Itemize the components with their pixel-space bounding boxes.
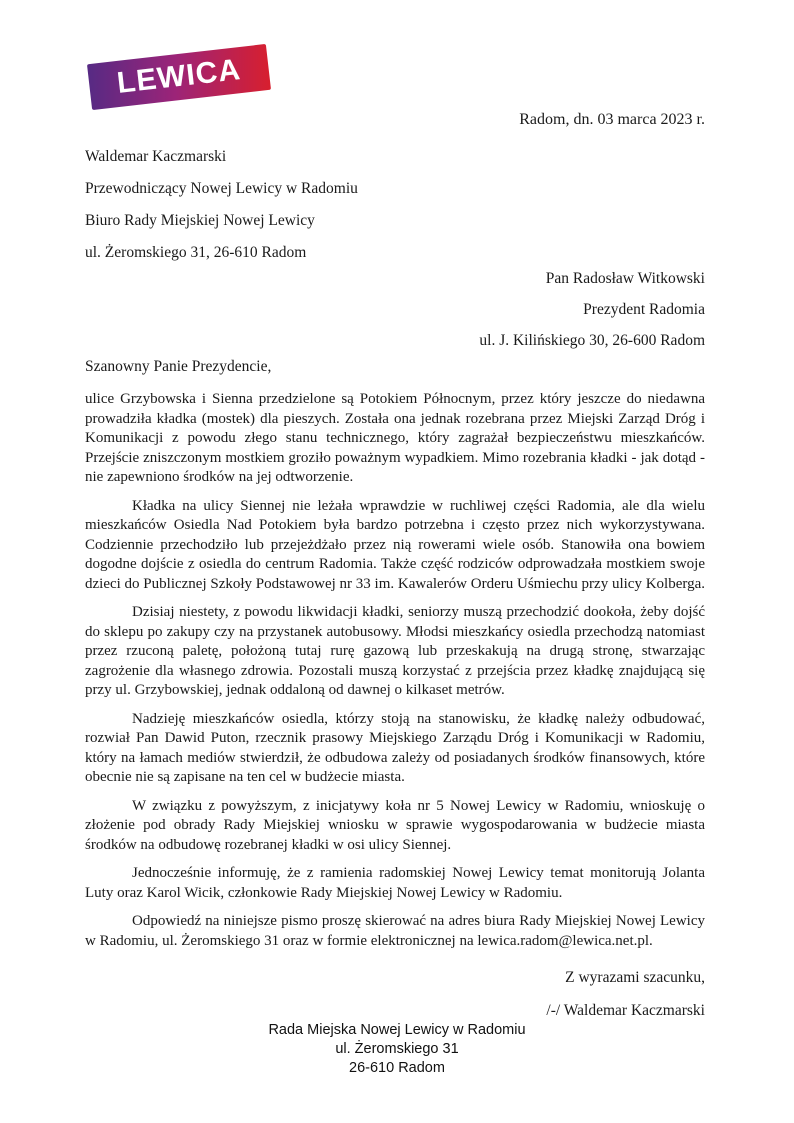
sender-title: Przewodniczący Nowej Lewicy w Radomiu (85, 180, 358, 197)
recipient-title: Prezydent Radomia (583, 301, 705, 318)
sender-block (85, 141, 358, 269)
paragraph-2: Kładka na ulicy Siennej nie leżała wprawdzie w ruchliwej części Radomia, ale dla wielu mieszkańców Osiedla Nad Potokiem była bardzo potrzebna i często przez nich wykorzystywana. Codziennie przechodziło lub przejeżdżało przez nią rowerami wiele osób. Stanowiła ona bowiem dogodne dojście z osiedla do centrum Radomia. Także część rodziców odprowadzała mostkiem swoje dzieci do Publicznej Szkoły Podstawowej nr 33 im. Kawalerów Orderu Uśmiechu przy ulicy Kolberga. (85, 497, 705, 592)
recipient-block (479, 263, 705, 356)
lewica-logo-banner (87, 44, 271, 110)
footer-city: 26-610 Radom (349, 1060, 445, 1076)
paragraph-5: W związku z powyższym, z inicjatywy koła nr 5 Nowej Lewicy w Radomiu, wnioskuję o złożenie pod obrady Rady Miejskiej wniosku w sprawie wygospodarowania w budżecie miasta środków na odbudowę rozebranej kładki w osi ulicy Siennej. (85, 797, 705, 853)
sender-name: Waldemar Kaczmarski (85, 148, 227, 165)
paragraph-7: Odpowiedź na niniejsze pismo proszę skierować na adres biura Rady Miejskiej Nowej Lewicy w Radomiu, ul. Żeromskiego 31 oraz w formie elektronicznej na lewica.radom@lewica.net.pl. (85, 913, 705, 949)
paragraph-3: Dzisiaj niestety, z powodu likwidacji kładki, seniorzy muszą przechodzić dookoła, żeby dojść do sklepu po zakupy czy na przystanek autobusowy. Młodsi mieszkańcy osiedla przechodzą natomiast przez rzuconą paletę, położoną tutaj rurę gazową lub przeskakują na drugą stronę, stwarzając zagrożenie dla własnego zdrowia. Pozostali muszą korzystać z przejścia przez kładkę znajdującą się przy ul. Grzybowskiej, jednak oddaloną od dawnej o kilkaset metrów. (85, 604, 705, 698)
closing-phrase: Z wyrazami szacunku, (565, 969, 705, 986)
closing-block (85, 961, 705, 1027)
recipient-name: Pan Radosław Witkowski (545, 270, 705, 287)
lewica-logo (87, 42, 277, 114)
paragraph-4: Nadzieję mieszkańców osiedla, którzy stoją na stanowisku, że kładkę należy odbudować, rozwiał Pan Dawid Puton, rzecznik prasowy Miejskiego Zarządu Dróg i Komunikacji w Radomiu, który na łamach mediów stwierdził, że odbudowa zależy od posiadanych środków finansowych, które obecnie nie są zapisane na ten cel w budżecie miasta. (85, 710, 705, 785)
paragraph-1: ulice Grzybowska i Sienna przedzielone są Potokiem Północnym, przez który jeszcze do niedawna prowadziła kładka (mostek) dla pieszych. Została ona jednak rozebrana przez Miejski Zarząd Dróg i Komunikacji z powodu złego stanu technicznego, który zagrażał bezpieczeństwu mieszkańców. Przejście zniszczonym mostkiem groziło poważnym wypadkiem. Mimo rozebrania kładki - jak dotąd - nie zapewniono środków na jej odtworzenie. (85, 391, 705, 485)
letter-body (85, 357, 705, 1027)
sender-address: ul. Żeromskiego 31, 26-610 Radom (85, 244, 307, 261)
footer-street: ul. Żeromskiego 31 (335, 1041, 459, 1057)
sender-office: Biuro Rady Miejskiej Nowej Lewicy (85, 212, 315, 229)
paragraph-6: Jednocześnie informuję, że z ramienia radomskiej Nowej Lewicy temat monitorują Jolanta Luty oraz Karol Wicik, członkowie Rady Miejskiej Nowej Lewicy w Radomiu. (85, 865, 705, 901)
closing-signature: /-/ Waldemar Kaczmarski (546, 1002, 705, 1019)
recipient-address: ul. J. Kilińskiego 30, 26-600 Radom (479, 332, 705, 349)
date-line: Radom, dn. 03 marca 2023 r. (519, 111, 705, 128)
lewica-logo-text: LEWICA (115, 53, 243, 100)
footer-organization: Rada Miejska Nowej Lewicy w Radomiu (268, 1022, 526, 1038)
footer-block (0, 1021, 794, 1078)
salutation: Szanowny Panie Prezydencie, (85, 358, 272, 375)
